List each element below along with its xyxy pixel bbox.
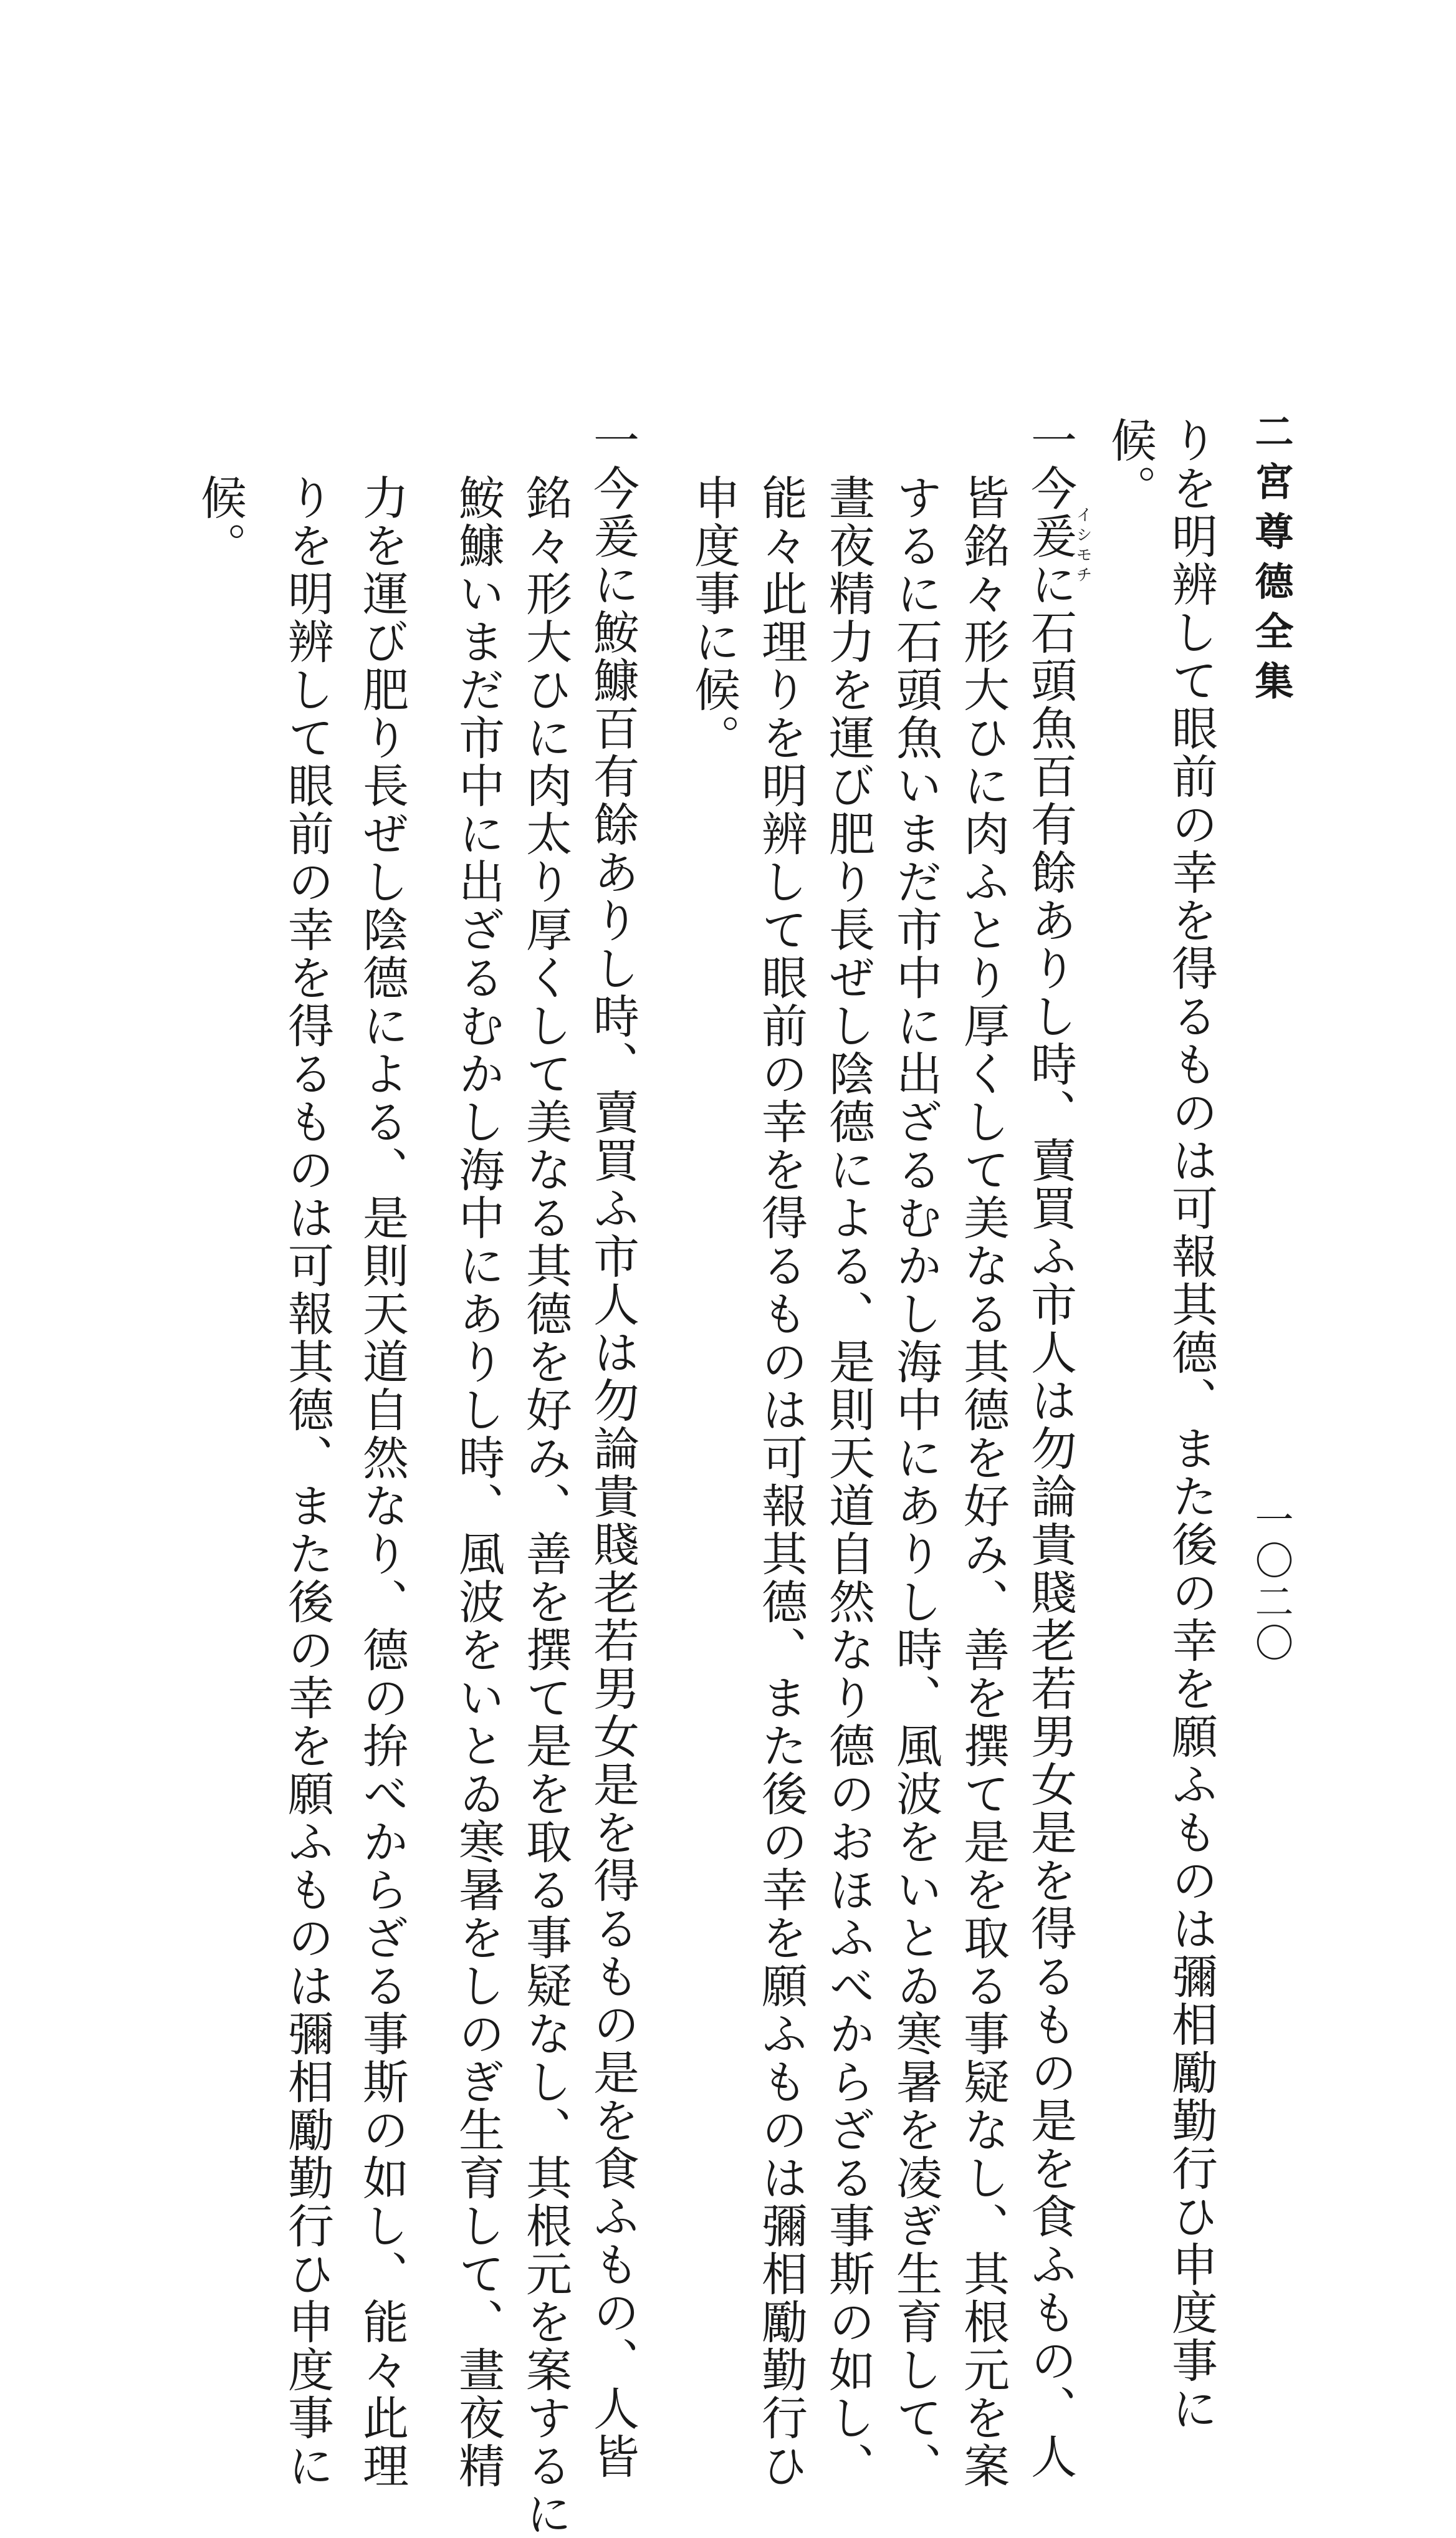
text-column-10: 銘々形大ひに肉太り厚くして美なる其德を好み、善を撰て是を取る事疑なし、其根元を案するに — [519, 474, 572, 2538]
ruby-reading: イシモチ — [1073, 506, 1092, 586]
text-column-12: 力を運び肥り長ぜし陰德による、是則天道自然なり、德の拚べからざる事斯の如し、能々此理 — [355, 474, 409, 2490]
text-column-5: するに石頭魚いまだ市中に出ざるむかし海中にありし時、風波をいとゐ寒暑を凌ぎ生育して、 — [889, 474, 942, 2490]
text-column-2: 候。 — [1103, 416, 1157, 512]
text-column-1: りを明辨して眼前の幸を得るものは可報其德、また後の幸を願ふものは彌相勵勤行ひ申度事に — [1164, 416, 1218, 2433]
text-column-6: 晝夜精力を運び肥り長ぜし陰德による、是則天道自然なり德のおほふべからざる事斯の如し、 — [821, 474, 875, 2490]
text-column-3: 一今爰に石頭魚百有餘ありし時、賣買ふ市人は勿論貴賤老若男女是を得るもの是を食ふもの、人 — [1023, 416, 1077, 2481]
text-column-11: 鮟鱇いまだ市中に出ざるむかし海中にありし時、風波をいとゐ寒暑をしのぎ生育して、晝夜精 — [451, 474, 505, 2490]
running-head: 二宮尊德全集 — [1248, 411, 1294, 711]
text-column-9: 一今爰に鮟鱇百有餘ありし時、賣買ふ市人は勿論貴賤老若男女是を得るもの是を食ふもの、人皆 — [586, 416, 639, 2481]
text-column-4: 皆銘々形大ひに肉ふとり厚くして美なる其德を好み、善を撰て是を取る事疑なし、其根元を案 — [956, 474, 1010, 2490]
page-number: 一〇二〇 — [1248, 1499, 1294, 1664]
text-column-14: 候。 — [193, 474, 247, 570]
text-column-8: 申度事に候。 — [687, 474, 740, 762]
text-column-13: りを明辨して眼前の幸を得るものは可報其德、また後の幸を願ふものは彌相勵勤行ひ申度事に — [280, 474, 334, 2490]
text-column-7: 能々此理りを明辨して眼前の幸を得るものは可報其德、また後の幸を願ふものは彌相勵勤行ひ — [754, 474, 808, 2490]
